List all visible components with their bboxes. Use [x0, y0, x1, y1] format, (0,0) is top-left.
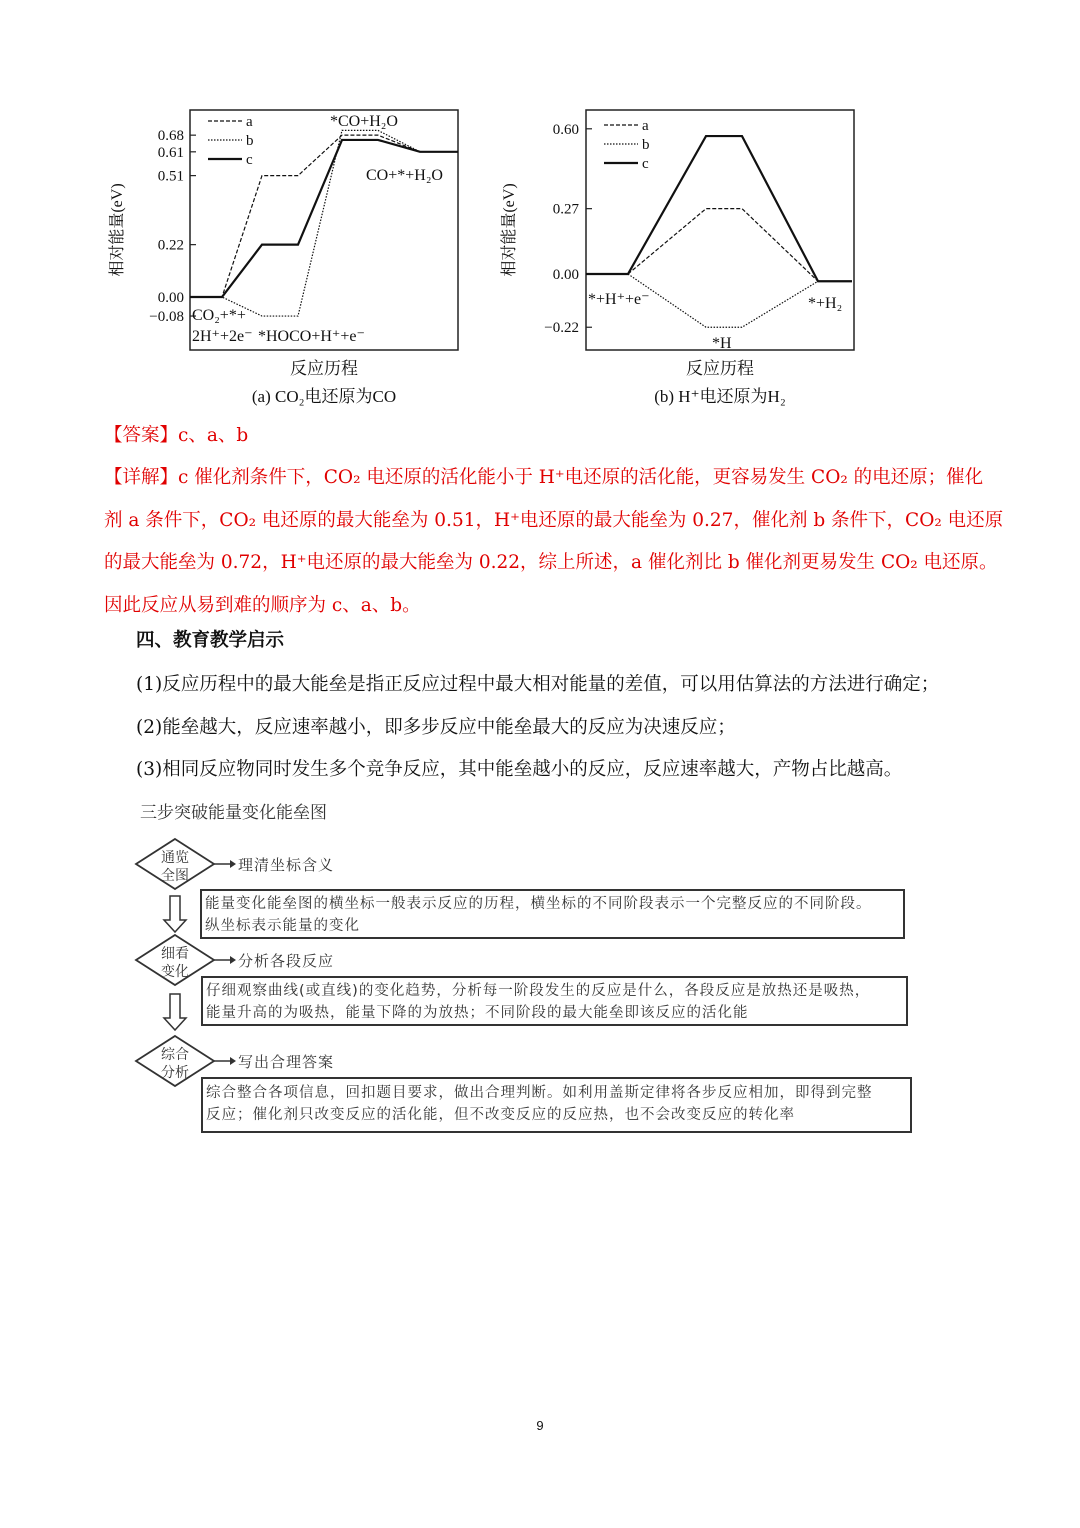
- chart-b-ylabel: 相对能量(eV): [501, 183, 518, 277]
- detail-line-2: 剂 a 条件下，CO₂ 电还原的最大能垒为 0.51，H⁺电还原的最大能垒为 0.27，催化剂 b 条件下，CO₂ 电还原: [104, 510, 1004, 531]
- chart-b-note-start: *+H⁺+e⁻: [588, 291, 650, 308]
- chart-a-ytick-label-2: 0.51: [157, 168, 184, 185]
- chart-a-ytick-label-5: −0.08: [149, 309, 184, 326]
- flow-diamond-1-text-2: 全图: [161, 868, 189, 884]
- answer-text: c、a、b: [178, 425, 249, 446]
- flow-box-2-line-1: 仔细观察曲线(或直线)的变化趋势，分析每一阶段发生的反应是什么，各段反应是放热还是吸热，: [206, 983, 871, 999]
- chart-b-ytick-label-2: 0.00: [552, 267, 579, 283]
- chart-a-legend-label-b: b: [246, 133, 254, 149]
- flow-box-1-line-2: 纵坐标表示能量的变化: [205, 918, 360, 934]
- chart-a-ytick-label-1: 0.61: [157, 144, 184, 161]
- detail-tag: 【详解】: [104, 467, 179, 488]
- flow-diamond-3-text-2: 分析: [161, 1065, 189, 1081]
- flow-arrow-right-3: [214, 1057, 236, 1065]
- flow-label-1: 理清坐标含义: [238, 856, 335, 874]
- chart-b-ytick-label-3: −0.22: [544, 320, 579, 337]
- chart-b-yticks: [544, 122, 592, 336]
- chart-b-xlabel: 反应历程: [686, 359, 754, 378]
- section-heading: 四、教育教学启示: [136, 630, 285, 651]
- flow-box-2: [201, 976, 908, 1026]
- flow-diamond-1-text-1: 通览: [161, 850, 189, 866]
- flow-box-1-line-1: 能量变化能垒图的横坐标一般表示反应的历程，横坐标的不同阶段表示一个完整反应的不同阶段。: [205, 896, 872, 912]
- insight-item-3: (3)相同反应物同时发生多个竞争反应，其中能垒越小的反应，反应速率越大，产物占比越高。: [136, 759, 903, 780]
- chart-b-note-mid: *H: [712, 335, 732, 352]
- chart-a-ytick-label-3: 0.22: [157, 237, 184, 254]
- detail-line-3: 的最大能垒为 0.72，H⁺电还原的最大能垒为 0.22，综上所述，a 催化剂比 b 催化剂更易发生 CO₂ 电还原。: [104, 552, 998, 573]
- chart-b-legend-label-c: c: [642, 156, 649, 172]
- insight-item-2: (2)能垒越大，反应速率越小，即多步反应中能垒最大的反应为决速反应；: [136, 717, 736, 738]
- detail-line-1: [104, 466, 983, 490]
- chart-a-title: (a) CO₂电还原为CO: [251, 387, 397, 406]
- chart-a-note-co2-2: 2H⁺+2e⁻: [192, 328, 253, 345]
- chart-a-note-co2-1: CO₂+*+: [192, 307, 246, 324]
- chart-b-title: (b) H⁺电还原为H₂: [654, 387, 786, 406]
- chart-a-yticks: [149, 128, 196, 325]
- flow-box-3: [201, 1077, 912, 1133]
- flow-label-3: 写出合理答案: [238, 1053, 335, 1071]
- chart-a-note-co-star-h2o: CO+*+H₂O: [366, 167, 443, 184]
- chart-a-legend: [208, 114, 254, 168]
- insight-item-1: (1)反应历程中的最大能垒是指正反应过程中最大相对能量的差值，可以用估算法的方法进行确定；: [136, 674, 940, 695]
- detail-line-4: 因此反应从易到难的顺序为 c、a、b。: [104, 595, 421, 616]
- chart-a-note-hoco: *HOCO+H⁺+e⁻: [258, 328, 365, 345]
- chart-a-xlabel: 反应历程: [290, 359, 358, 378]
- chart-b-frame: [586, 110, 854, 350]
- flow-arrow-down-2: [164, 994, 186, 1030]
- flow-box-3-line-2: 反应；催化剂只改变反应的活化能，但不改变反应的反应热，也不会改变反应的转化率: [206, 1107, 795, 1123]
- flow-label-2: 分析各段反应: [238, 952, 335, 970]
- chart-a-legend-label-a: a: [246, 114, 253, 130]
- answer-tag: 【答案】: [104, 425, 179, 446]
- diagram-title: 三步突破能量变化能垒图: [140, 803, 327, 823]
- detail-text-1: c 催化剂条件下，CO₂ 电还原的活化能小于 H⁺电还原的活化能，更容易发生 CO₂ 的电还原；催化: [178, 467, 984, 488]
- chart-a-note-co-h2o: *CO+H₂O: [330, 113, 398, 130]
- flow-diamond-2-text-1: 细看: [161, 946, 189, 962]
- flow-arrow-right-1: [214, 860, 236, 868]
- answer-line: [104, 424, 248, 448]
- flow-diamond-3-text-1: 综合: [161, 1047, 189, 1063]
- flow-box-2-line-2: 能量升高的为吸热，能量下降的为放热；不同阶段的最大能垒即该反应的活化能: [206, 1005, 749, 1021]
- chart-b-ytick-label-1: 0.27: [552, 201, 579, 218]
- chart-a-ylabel: 相对能量(eV): [109, 183, 126, 277]
- chart-b-legend: [604, 118, 650, 172]
- flow-arrow-right-2: [214, 956, 236, 964]
- chart-a-legend-label-c: c: [246, 152, 253, 168]
- chart-b-ytick-label-0: 0.60: [552, 121, 579, 138]
- chart-b-legend-label-a: a: [642, 118, 649, 134]
- flow-diamond-1: [136, 839, 214, 889]
- chart-a-ytick-label-0: 0.68: [157, 128, 184, 145]
- flow-diamond-2-text-2: 变化: [161, 964, 189, 980]
- chart-a-ytick-label-4: 0.00: [157, 290, 184, 306]
- flow-box-3-line-1: 综合整合各项信息，回扣题目要求，做出合理判断。如利用盖斯定律将各步反应相加，即得到完整: [206, 1085, 873, 1101]
- flow-arrow-down-1: [164, 896, 186, 932]
- chart-b-note-end: *+H₂: [808, 295, 843, 312]
- page-number: 9: [536, 1418, 544, 1433]
- energy-charts: [0, 0, 1080, 420]
- flow-box-1: [200, 889, 905, 939]
- chart-b-legend-label-b: b: [642, 137, 650, 153]
